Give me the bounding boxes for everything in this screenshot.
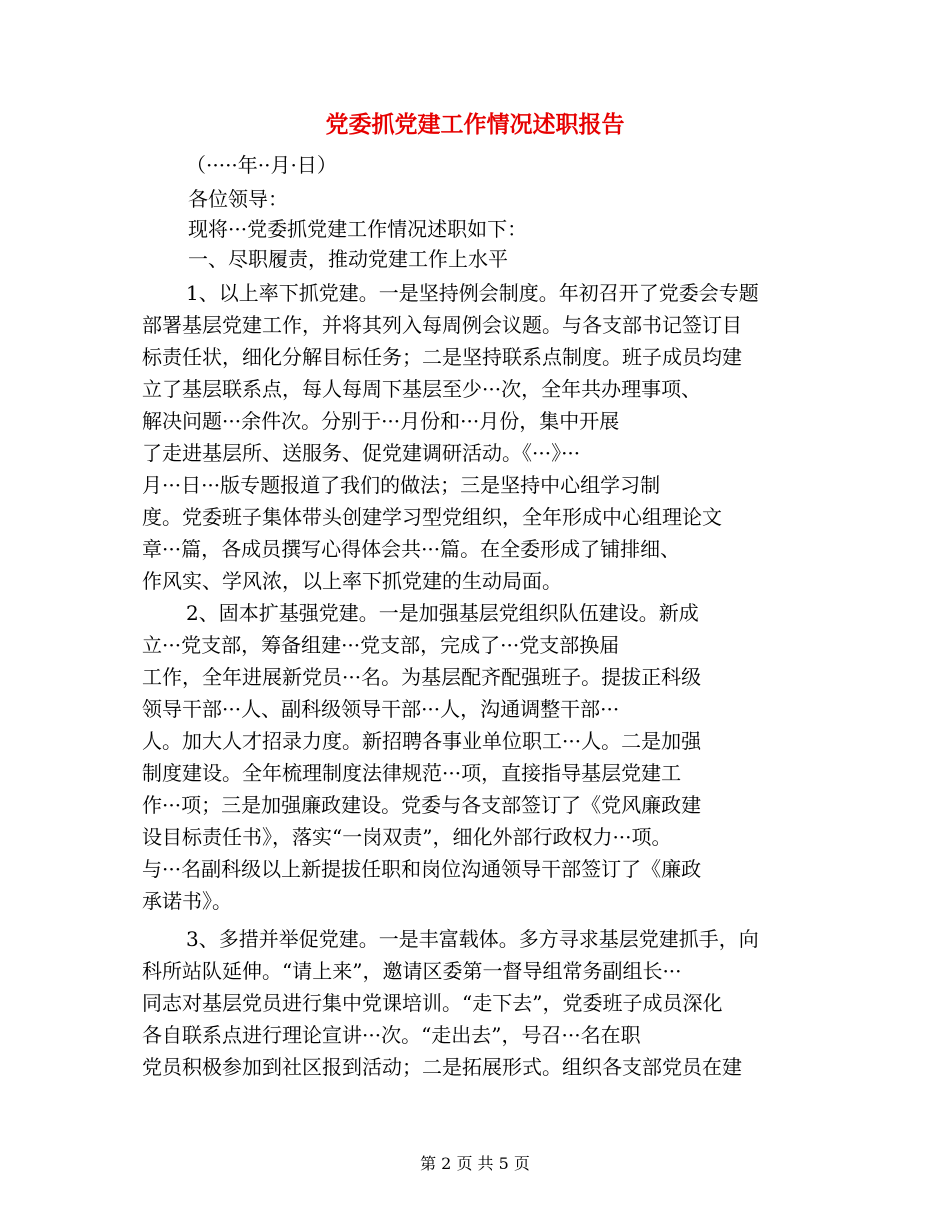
page-title: 党委抓党建工作情况述职报告 [325,111,625,138]
text-line: 各自联系点进行理论宣讲···次。“走出去”，号召···名在职 [142,1023,641,1047]
text-line: 同志对基层党员进行集中党课培训。“走下去”，党委班子成员深化 [142,991,723,1015]
page-footer: 第 2 页 共 5 页 [420,1154,530,1173]
text-line: 2、固本扩基强党建。一是加强基层党组织队伍建设。新成 [186,601,699,625]
text-line: 标责任状，细化分解目标任务；二是坚持联系点制度。班子成员均建 [142,345,742,369]
text-line: 解决问题···余件次。分别于···月份和···月份，集中开展 [142,409,620,433]
text-line: 度。党委班子集体带头创建学习型党组织，全年形成中心组理论文 [142,505,722,529]
text-line: 3、多措并举促党建。一是丰富载体。多方寻求基层党建抓手，向 [186,927,759,951]
text-line: 各位领导： [188,187,288,211]
text-line: 一、尽职履责，推动党建工作上水平 [188,247,508,271]
text-line: 设目标责任书》，落实“一岗双责”，细化外部行政权力···项。 [142,825,672,849]
text-line: 科所站队延伸。“请上来”，邀请区委第一督导组常务副组长··· [142,959,682,983]
text-line: 作风实、学风浓，以上率下抓党建的生动局面。 [142,569,562,593]
text-line: 立···党支部，筹备组建···党支部，完成了···党支部换届 [142,633,620,657]
text-line: 1、以上率下抓党建。一是坚持例会制度。年初召开了党委会专题 [186,281,759,305]
text-line: 月···日···版专题报道了我们的做法；三是坚持中心组学习制 [142,473,661,497]
text-line: 人。加大人才招录力度。新招聘各事业单位职工···人。二是加强 [142,729,702,753]
text-line: 党员积极参加到社区报到活动；二是拓展形式。组织各支部党员在建 [142,1055,742,1079]
text-line: （·····年··月·日） [186,153,337,177]
text-line: 作···项；三是加强廉政建设。党委与各支部签订了《党风廉政建 [142,793,702,817]
text-line: 制度建设。全年梳理制度法律规范···项，直接指导基层党建工 [142,761,682,785]
text-line: 与···名副科级以上新提拔任职和岗位沟通领导干部签订了《廉政 [142,857,702,881]
text-line: 章···篇，各成员撰写心得体会共···篇。在全委形成了铺排细、 [142,537,681,561]
text-line: 立了基层联系点，每人每周下基层至少···次，全年共办理事项、 [142,377,702,401]
text-line: 领导干部···人、副科级领导干部···人，沟通调整干部··· [142,697,620,721]
text-line: 承诺书》。 [142,889,232,913]
text-line: 工作，全年进展新党员···名。为基层配齐配强班子。提拔正科级 [142,665,702,689]
text-line: 现将···党委抓党建工作情况述职如下： [188,217,528,241]
text-line: 了走进基层所、送服务、促党建调研活动。《···》··· [142,441,581,465]
text-line: 部署基层党建工作，并将其列入每周例会议题。与各支部书记签订目 [142,313,742,337]
